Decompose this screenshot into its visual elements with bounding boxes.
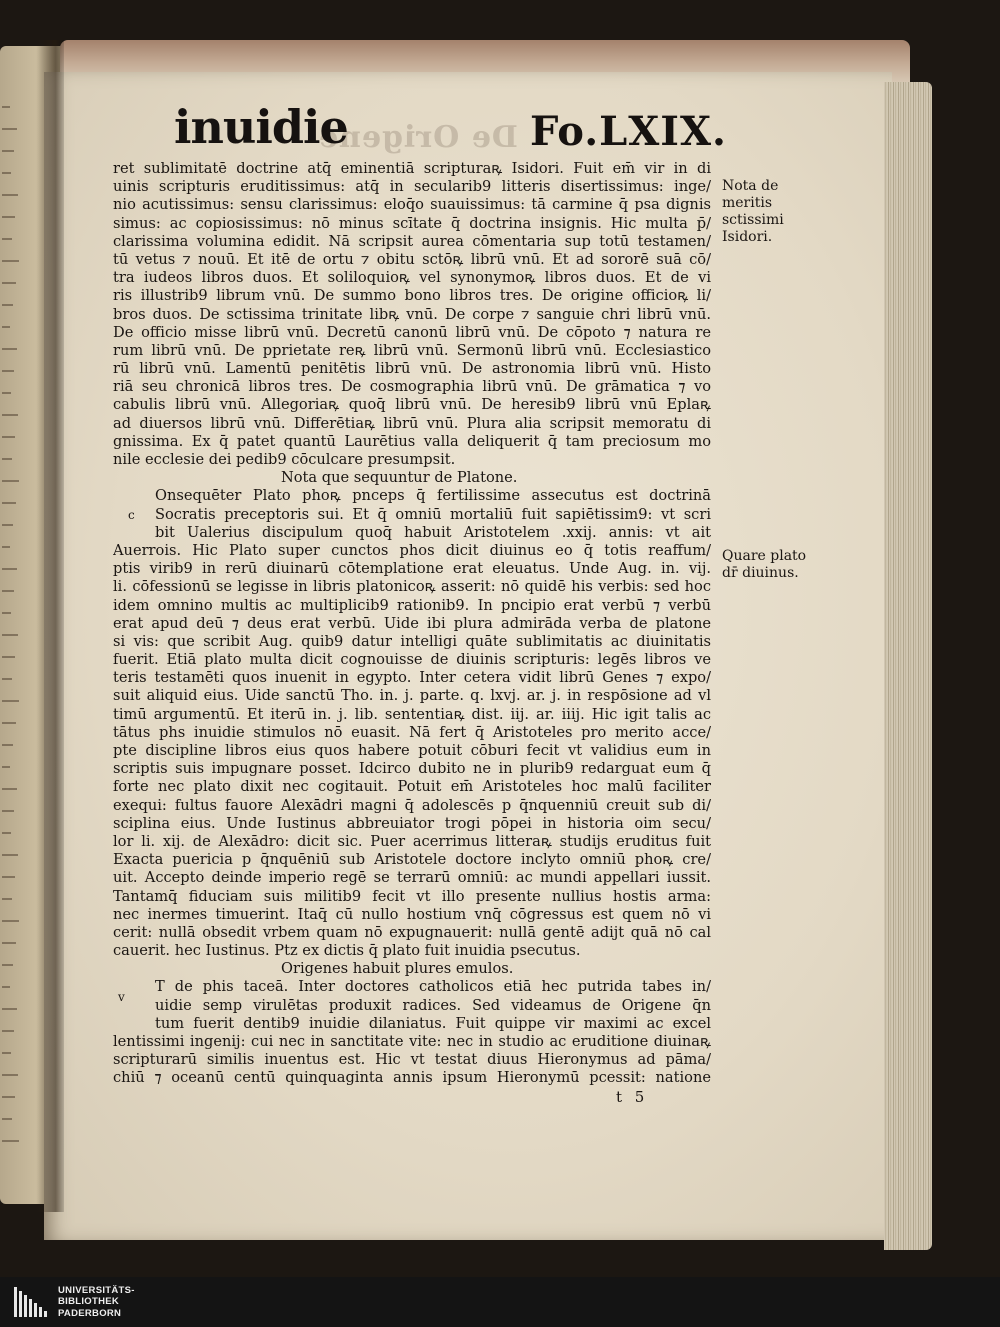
text-line: suit aliquid eius. Uide sanctū Tho. in. j. parte. q. lxvj. ar. j. in respōsione ad vl (113, 687, 711, 705)
text-line: exequi: fultus fauore Alexādri magni q̄ adolescēs p q̄nquenniū creuit sub di/ (113, 796, 711, 814)
text-line: gnissima. Ex q̄ patet quantū Laurētius valla deliquerit q̄ tam preciosum mo (113, 432, 711, 450)
guide-letter-v: v (118, 990, 125, 1004)
left-page-text-mark (2, 370, 14, 372)
left-page-text-mark (2, 810, 14, 812)
left-page-text-mark (2, 194, 18, 196)
left-page-text-mark (2, 590, 14, 592)
text-line: bit Ualerius discipulum quoq̄ habuit Aristotelem .xxij. annis: vt ait (155, 523, 711, 541)
text-line: ris illustrib9 librum vnū. De summo bono libros tres. De origine officioꝶ li/ (113, 287, 711, 305)
left-page-text-mark (2, 106, 10, 108)
text-line: De officio misse librū vnū. Decretū canonū librū vnū. De cōpoto ⁊ natura re (113, 323, 711, 341)
text-line: clarissima volumina edidit. Nā scripsit aurea cōmentaria sup totū testamen/ (113, 232, 711, 250)
text-line: pte discipline libros eius quos habere potuit cōburi fecit vt validius eum in (113, 742, 711, 759)
plato-paragraph (113, 487, 711, 960)
left-page-text-mark (2, 612, 11, 614)
left-page-text-mark (2, 788, 17, 790)
logo-line: BIBLIOTHEK (58, 1296, 120, 1308)
book-gutter-shadow (36, 40, 64, 1212)
footer-bar (0, 1277, 1000, 1327)
left-page-text-mark (2, 920, 19, 922)
left-page-text-mark (2, 216, 15, 218)
signature-mark: t 5 (616, 1088, 649, 1106)
text-line: erat apud deū ⁊ deus erat verbū. Uide ibi plura admirāda verba de platone (113, 614, 711, 632)
logo-line: PADERBORN (58, 1307, 122, 1319)
text-line: cauerit. hec Iustinus. Ptz ex dictis q̄ plato fuit inuidia psecutus. (113, 942, 581, 960)
left-page-text-mark (2, 766, 10, 768)
logo-line: UNIVERSITÄTS- (58, 1285, 135, 1296)
page-edges (884, 82, 932, 1250)
left-page-text-mark (2, 1118, 12, 1120)
left-page-text-mark (2, 876, 15, 878)
left-page-text-mark (2, 656, 15, 658)
left-page-text-mark (2, 480, 19, 482)
left-page-text-mark (2, 304, 13, 306)
text-line: scriptis suis impugnare posset. Idcirco dubito ne in plurib9 redarguat eum q̄ (113, 760, 711, 778)
left-page-text-mark (2, 832, 11, 834)
margin-note-isidore: Nota de meritis sctissimi Isidori. (722, 178, 784, 245)
text-line: idem omnino multis ac multiplicib9 rationib9. In pncipio erat verbū ⁊ verbū (113, 596, 711, 614)
left-page-text-mark (2, 282, 16, 284)
left-page-text-mark (2, 1030, 14, 1032)
text-line: ad diuersos librū vnū. Differētiaꝶ librū vnū. Plura alia scripsit memoratu di (113, 414, 711, 432)
left-page-text-mark (2, 436, 15, 438)
text-line: cerit: nullā obsedit vrbem quam nō expugnauerit: nullā gentē adijt quā nō cal (113, 923, 711, 941)
text-line: sciplina eius. Unde Iustinus abbreuiator trogi pōpei in historia oim secu/ (113, 814, 711, 832)
text-line: teris testamēti quos inuenit in egypto. Inter cetera vidit librū Genes ⁊ expo/ (113, 669, 711, 687)
text-line: nec inermes timuerint. Itaq̄ cū nullo hostium vnq̄ cōgressus est quem nō vi (113, 905, 711, 923)
text-line: uit. Accepto deinde imperio regē se terrarū omniū: ac mundi appellari iussit. (113, 869, 711, 887)
left-page-text-mark (2, 898, 12, 900)
left-page-text-mark (2, 568, 17, 570)
left-page-text-mark (2, 546, 10, 548)
plato-heading: Nota que sequuntur de Platone. (281, 469, 518, 487)
text-line: tum fuerit dentib9 inuidie dilaniatus. Fuit quippe vir maximi ac excel (155, 1014, 711, 1032)
text-line: cabulis librū vnū. Allegoriaꝶ quoq̄ librū vnū. De heresib9 librū vnū Eplaꝶ (113, 396, 711, 414)
text-line: lentissimi ingenij: cui nec in sanctitate vite: nec in studio ac eruditione diuinaꝶ (113, 1033, 711, 1050)
left-page-text-mark (2, 986, 10, 988)
left-page-text-mark (2, 942, 16, 944)
text-line: fuerit. Etiā plato multa dicit cognouisse de diuinis scripturis: legēs libros ve (113, 651, 711, 669)
text-line: simus: ac copiosissimus: nō minus scītate q̄ doctrina insignis. Hic multa p̄/ (113, 214, 711, 232)
left-page-text-mark (2, 964, 13, 966)
left-page-text-mark (2, 150, 14, 152)
origen-heading: Origenes habuit plures emulos. (281, 960, 514, 978)
text-line: Onsequēter Plato phoꝶ pnceps q̄ fertilissime assecutus est doctrinā (155, 487, 711, 505)
left-page-text-mark (2, 634, 18, 636)
left-page-text-mark (2, 238, 12, 240)
left-page-text-mark (2, 1052, 11, 1054)
origen-paragraph (113, 978, 711, 1087)
text-line: ret sublimitatē doctrine atq̄ eminentiā scripturaꝶ Isidori. Fuit em̄ vir in di (113, 160, 711, 177)
margin-note-plato: Quare plato dr̄ diuinus. (722, 548, 807, 581)
library-logo-text (58, 1285, 135, 1319)
text-line: rum librū vnū. De pprietate reꝶ librū vnū. Sermonū librū vnū. Ecclesiastico (113, 341, 711, 359)
text-line: Tantamq̄ fiduciam suis militib9 fecit vt illo presente nullius hostis arma: (113, 887, 711, 905)
left-page-text-mark (2, 744, 13, 746)
text-line: nio acutissimus: sensu clarissimus: eloq̄o suauissimus: tā carmine q̄ psa dignis (113, 196, 711, 214)
text-line: Exacta puericia p q̄nquēniū sub Aristotele doctore inclyto omniū phoꝶ cre/ (113, 851, 711, 869)
text-line: chiū ⁊ oceanū centū quinquaginta annis ipsum Hieronymū pcessit: natione (113, 1069, 711, 1087)
text-line: bros duos. De sctissima trinitate libꝶ vnū. De corpe ⁊ sanguie chri librū vnū. (113, 305, 711, 323)
left-page-text-mark (2, 260, 19, 262)
text-line: lor li. xij. de Alexādro: dicit sic. Puer acerrimus litteraꝶ studijs eruditus fuit (113, 832, 711, 850)
text-line: uidie semp virulētas produxit radices. Sed videamus de Origene q̄n (155, 996, 711, 1014)
folio-number: Fo.LXIX. (530, 108, 727, 155)
text-line: riā seu chronicā libros tres. De cosmographia librū vnū. De grāmatica ⁊ vo (113, 378, 711, 396)
left-page-text-mark (2, 326, 10, 328)
main-text-block (113, 160, 711, 1088)
left-page-text-mark (2, 172, 11, 174)
left-page-text-mark (2, 1140, 19, 1142)
isidore-paragraph (113, 160, 711, 469)
text-line: Socratis preceptoris sui. Et q̄ omniū mortaliū fuit sapiētissim9: vt scri (155, 505, 711, 523)
left-page-text-mark (2, 128, 17, 130)
text-line: forte nec plato dixit nec cogitauit. Potuit em̄ Aristoteles hoc malū faciliter (113, 778, 711, 796)
left-page-text-mark (2, 348, 17, 350)
text-line: tātus phs inuidie stimulos nō euasit. Nā fert q̄ Aristoteles pro merito acce/ (113, 723, 711, 741)
running-head: inuidie (174, 100, 348, 154)
left-page-text-mark (2, 678, 12, 680)
left-page-text-mark (2, 1096, 15, 1098)
guide-letter-c: c (128, 508, 135, 522)
library-logo-icon (14, 1287, 50, 1317)
text-line: Auerrois. Hic Plato super cunctos phos dicit diuinus eo q̄ totis reaffum/ (113, 541, 711, 559)
text-line: uinis scripturis eruditissimus: atq̄ in secularib9 litteris disertissimus: inge/ (113, 178, 711, 196)
left-page-text-mark (2, 524, 13, 526)
text-line: scripturarū similis inuentus est. Hic vt testat diuus Hieronymus ad pāma/ (113, 1051, 711, 1069)
left-page-text-mark (2, 854, 18, 856)
text-line: nile ecclesie dei pedib9 cōculcare presumpsit. (113, 451, 456, 468)
text-line: tra iudeos libros duos. Et soliloquioꝶ vel synonymoꝶ libros duos. Et de vi (113, 269, 711, 287)
left-page-text-mark (2, 722, 16, 724)
left-page-text-mark (2, 1008, 17, 1010)
text-line: tū vetus ⁊ nouū. Et itē de ortu ⁊ obitu sctōꝶ librū vnū. Et ad sororē suā cō/ (113, 250, 711, 268)
left-page-text-mark (2, 700, 19, 702)
text-line: rū librū vnū. Lamentū penitētis librū vnū. De astronomia librū vnū. Histo (113, 360, 711, 378)
text-line: ptis virib9 in rerū diuinarū cōtemplatione erat eleuatus. Unde Aug. in. vij. (113, 560, 711, 578)
show-through-text: De Origene (318, 120, 518, 155)
text-line: li. cōfessionū se legisse in libris platonicoꝶ asserit: nō quidē his verbis: sed hoc (113, 578, 711, 596)
text-line: timū argumentū. Et iterū in. j. lib. sententiaꝶ dist. iij. ar. iiij. Hic igit talis ac (113, 705, 711, 723)
left-page-text-mark (2, 458, 12, 460)
left-page-text-mark (2, 502, 16, 504)
left-page-text-mark (2, 414, 18, 416)
text-line: si vis: que scribit Aug. quib9 datur intelligi quāte sublimitatis ac diuinitatis (113, 632, 711, 650)
left-page-text-mark (2, 1074, 18, 1076)
text-line: T de phis taceā. Inter doctores catholicos etiā hec putrida tabes in/ (155, 978, 711, 996)
left-page-text-mark (2, 392, 11, 394)
